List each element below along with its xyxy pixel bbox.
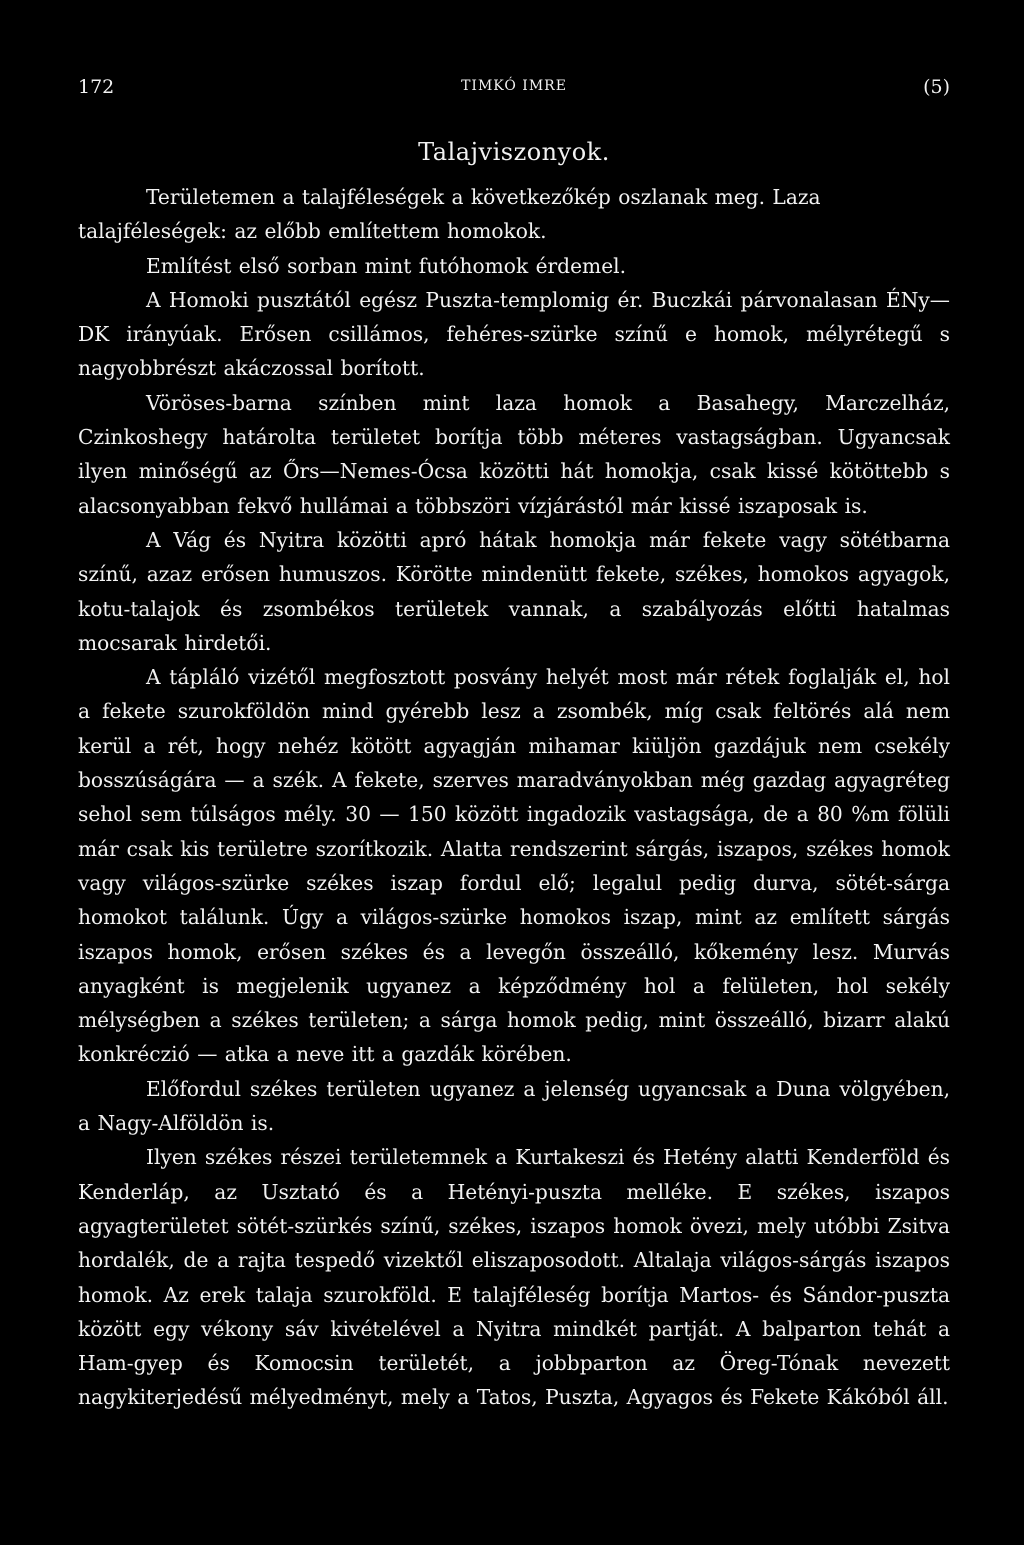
section-heading: Talajviszonyok. <box>418 138 610 166</box>
paragraph: A tápláló vizétől megfosztott posvány helyét most már rétek foglalják el, hol a fekete szurokföldön mind gyérebb lesz a zsombék, míg csak feltörés alá nem kerül a rét, hogy nehéz kötött agyagján mihamar kiüljön gazdájuk nem csekély bosszúságára — a szék. A fekete, szerves maradványokban még gazdag agyagréteg sehol sem túlságos mély. 30 — 150 között ingadozik vastagsága, de a 80 %m fölüli már csak kis területre szorítkozik. Alatta rendszerint sárgás, iszapos, székes homok vagy világos-szürke székes iszap fordul elő; legalul pedig durva, sötét-sárga homokot találunk. Úgy a világos-szürke homokos iszap, mint az említett sárgás iszapos homok, erősen székes és a levegőn összeálló, kőkemény lesz. Murvás anyagként is megjelenik ugyanez a képződmény hol a felületen, hol sekély mélységben a székes területen; a sárga homok pedig, mint összeálló, bizarr alakú konkréczió — atka a neve itt a gazdák körében. <box>78 665 950 1067</box>
paragraph: Említést első sorban mint futóhomok érdemel. <box>146 253 627 278</box>
section-number: (5) <box>923 76 950 98</box>
paragraph: Vöröses-barna színben mint laza homok a Basahegy, Marczelház, Czinkoshegy határolta területet borítja több méteres vastagságban. Ugyancsak ilyen minőségű az Őrs—Nemes-Ócsa közötti hát homokja, csak kissé kötöttebb s alacsonyabban fekvő hullámai a többszöri vízjárástól már kissé iszaposak is. <box>78 390 950 518</box>
page-header <box>78 60 950 100</box>
paragraph: Előfordul székes területen ugyanez a jelenség ugyancsak a Duna völgyében, a Nagy-Alföldön is. <box>78 1076 950 1136</box>
running-title: TIMKÓ IMRE <box>461 78 567 94</box>
book-page <box>78 60 950 1520</box>
paragraph: A Vág és Nyitra közötti apró hátak homokja már fekete vagy sötétbarna színű, azaz erősen humuszos. Körötte mindenütt fekete, székes, homokos agyagok, kotu-talajok és zsombékos területek vannak, a szabályozás előtti hatalmas mocsarak hirdetői. <box>78 527 950 655</box>
paragraph: Területemen a talajféleségek a következőkép oszlanak meg. Laza <box>146 185 821 209</box>
paragraph: talajféleségek: az előbb említettem homokok. <box>78 219 547 244</box>
paragraph: A Homoki pusztától egész Puszta-templomig ér. Buczkái párvonalasan ÉNy—DK irányúak. Erősen csillámos, fehéres-szürke színű e homok, mélyrétegű s nagyobbrészt akáczossal borított. <box>78 287 950 381</box>
paragraph: Ilyen székes részei területemnek a Kurtakeszi és Hetény alatti Kenderföld és Kenderláp, az Usztató és a Hetényi-puszta melléke. E székes, iszapos agyagterületet sötét-szürkés színű, székes, iszapos homok övezi, mely utóbbi Zsitva hordalék, de a rajta tespedő vizektől eliszaposodott. Altalaja világos-sárgás iszapos homok. Az erek talaja szurokföld. E talajféleség borítja Martos- és Sándor-puszta között egy vékony sáv kivételével a Nyitra mindkét partját. A balparton tehát a Ham-gyep és Komocsin területét, a jobbparton az Öreg-Tónak nevezett nagykiterjedésű mélyedményt, mely a Tatos, Puszta, Agyagos és Fekete Kákóból áll. <box>78 1145 950 1410</box>
body-text <box>78 180 950 1415</box>
page-number: 172 <box>78 76 115 98</box>
